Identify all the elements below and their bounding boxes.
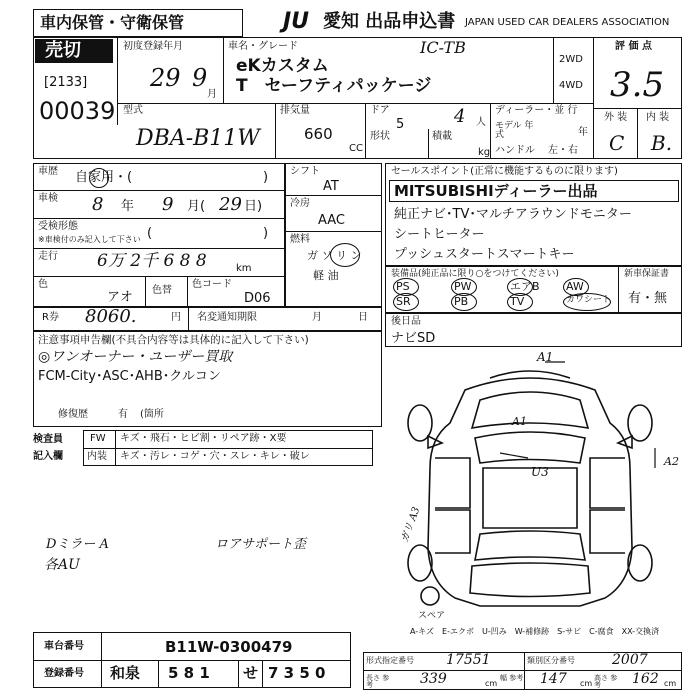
inspection-year: 8 [92,194,104,215]
inspection-year-unit: 年 [121,199,135,214]
repaint-label: 色替 [152,285,172,296]
recycle-unit: 円 [171,312,181,323]
reg-label: 登録番号 [44,668,84,679]
model-year-label: モデル 年式 [495,121,534,140]
repair-value: 有 [118,409,128,420]
receive-sublabel: ※車検付のみ記入して下さい [38,235,141,244]
org-english: JAPAN USED CAR DEALERS ASSOCIATION [465,17,670,28]
new-car-label: 新車保証書 [624,269,670,279]
displacement-value: 660 [304,125,333,143]
hand-note-2: ロアサポート歪 [215,537,307,552]
equipment-item: エアB [510,280,540,293]
new-car-value: 有・無 [628,291,668,306]
hand-note-1: Dミラー A [46,537,109,552]
interior-grade: B. [651,131,673,155]
model-label: 車名・グレード [228,41,298,52]
reg-kana: せ [243,664,259,682]
color-code-value: D06 [244,291,271,306]
exterior-grade: C [609,131,625,155]
storage-tag-text: 車内保管・守衛保管 [40,13,185,32]
receive-open: ( [147,226,153,241]
load-label: 積載 [432,131,452,142]
mileage-unit: km [236,263,252,274]
inspection-day-unit: 日) [244,199,263,214]
equipment-item: PW [454,280,472,293]
history-close: ) [263,170,269,185]
len-label: 長さ 参考 [366,674,390,689]
repair-label: 修復歴 [58,409,88,420]
cls-label: 類別区分番号 [527,656,575,665]
ac-label: 冷房 [290,198,310,209]
ju-logo: JU [283,9,310,34]
hgt-label: 高さ 参考 [594,674,618,689]
equipment-circle [507,293,533,311]
displacement-unit: CC [349,143,363,154]
sales-line-3: シートヒーター [394,227,485,242]
int-items: キズ・汚レ・コゲ・穴・スレ・キレ・破レ [120,451,310,462]
notes-line-2: FCM-City･ASC･AHB･クルコン [38,369,221,384]
sales-line-4: プッシュスタートスマートキー [394,247,575,262]
car-body-diagram [380,348,680,618]
receive-label: 受検形態 [38,221,78,232]
repair-suffix: (箇所 [140,409,164,420]
inspection-label: 車検 [38,193,58,204]
len-value: 339 [420,671,447,687]
drive-2wd: 2WD [559,54,583,65]
handle-value: 左・右 [548,145,578,156]
wid-value: 147 [540,671,567,687]
capacity-value: 4 [454,106,466,127]
len-unit: cm [485,679,498,688]
sales-label: セールスポイント(正常に機能するものに限ります) [391,166,618,177]
chassis-value: B11W-0300479 [165,638,293,656]
receive-close: ) [263,226,269,241]
score-label: 評 価 点 [615,41,652,52]
spare-label: スペア [418,611,446,621]
model-hand-code: IC-TB [420,38,466,57]
mod-value: 17551 [446,652,491,668]
load-unit: kg [478,147,491,158]
exterior-label: 外 装 [604,112,628,123]
equipment-item: AW [566,280,584,293]
ac-value: AAC [318,213,345,228]
notes-line-1: ◎ワンオーナー・ユーザー買取 [38,349,233,365]
recycle-value: 8060. [85,306,137,327]
hand-note-left-mark: ガリ A3 [399,505,423,544]
fuel-diesel: 軽 油 [313,269,339,282]
type-label: 型式 [123,105,143,116]
model-grade: T セーフティパッケージ [236,76,432,96]
type-value: DBA-B11W [136,126,260,151]
year-unit: 年 [578,127,588,138]
sales-line-2: 純正ナビ･TV･マルチアラウンドモニター [394,207,632,222]
registration-year: 29 [150,64,181,92]
dealer-label: ディーラー・並 行 [495,105,578,116]
fuel-label: 燃料 [290,234,310,245]
inspection-month-unit: 月( [187,199,206,214]
score-value: 3.5 [610,65,665,105]
door-label: ドア [370,105,390,116]
equipment-item: TV [510,295,525,308]
hand-note-3: 各AU [44,557,80,573]
mark-u3: U3 [531,465,549,479]
hgt-unit: cm [664,679,677,688]
lot-number: 00039 [39,97,116,125]
fw-label: FW [90,433,106,444]
inspector-label-2: 記入欄 [33,451,63,462]
reg-area: 和泉 [110,664,141,682]
inspector-label-1: 検査員 [33,434,63,445]
top-frame [33,37,682,159]
notice-day: 日 [358,312,368,323]
shift-value: AT [323,179,339,194]
equipment-item: SR [396,295,411,308]
notice-label: 名変通知期限 [197,312,257,323]
shift-label: シフト [290,166,320,177]
aftermarket-label: 後日品 [391,316,421,327]
equipment-circle [451,293,477,311]
lot-code: [2133] [44,75,88,90]
int-label: 内装 [87,451,107,462]
color-value: アオ [107,290,133,305]
org-title: 愛知 出品申込書 [323,11,456,32]
shape-label: 形状 [370,131,390,142]
equipment-label: 装備品(純正品に限り○をつけてください) [391,269,559,279]
damage-legend: A-キズ E-エクボ U-凹み W-補修跡 S-サビ C-腐食 XX-交換済 [410,627,660,636]
history-private-circle [89,168,109,188]
history-label: 車歴 [38,166,58,177]
inspection-day: 29 [219,194,242,215]
displacement-label: 排気量 [280,105,310,116]
model-name: eKカスタム [236,56,329,76]
color-label: 色 [38,279,48,290]
hgt-value: 162 [632,671,659,687]
chassis-label: 車台番号 [44,641,84,652]
wid-label: 幅 参考 [500,674,524,682]
fuel-gasoline: ガ ソ リ ン [307,249,362,262]
equipment-circle [563,293,611,311]
interior-label: 内 装 [646,112,670,123]
registration-month: 9 [192,64,208,92]
history-value: 自家用・( [75,170,133,185]
inspection-month: 9 [162,194,174,215]
capacity-unit: 人 [476,117,486,128]
equipment-circle [393,293,419,311]
color-code-label: 色コード [192,279,232,290]
notes-label: 注意事項申告欄(不具合内容等は具体的に記入して下さい) [38,334,309,346]
mod-label: 形式指定番号 [366,656,414,665]
handle-label: ハンドル [495,145,535,156]
sold-badge: 売切 [35,39,113,63]
fuel-gasoline-circle [330,243,360,267]
registration-month-unit: 月 [207,89,217,100]
notice-month: 月 [312,312,322,323]
mark-a1-top: A1 [537,350,554,364]
mileage-value: 6万 2千 6 8 8 [97,251,207,271]
door-value: 5 [396,117,405,132]
recycle-label: R券 [42,312,59,323]
aftermarket-value: ナビSD [391,331,436,346]
mark-a2: A2 [664,455,679,468]
equipment-item: PS [396,280,410,293]
equipment-item: カワシート [566,295,612,305]
equipment-item: PB [454,295,469,308]
reg-class: 5 8 1 [168,664,210,682]
reg-number: 7 3 5 0 [268,664,326,682]
sales-line-1: MITSUBISHIディーラー出品 [394,182,598,200]
cls-value: 2007 [612,652,648,668]
drive-4wd: 4WD [559,80,583,91]
mileage-label: 走行 [38,251,58,262]
mark-a1-mid: A1 [512,415,527,428]
wid-unit: cm [580,679,593,688]
fw-items: キズ・飛石・ヒビ割・リペア跡・X要 [120,433,287,444]
registration-label: 初度登録年月 [123,41,183,52]
